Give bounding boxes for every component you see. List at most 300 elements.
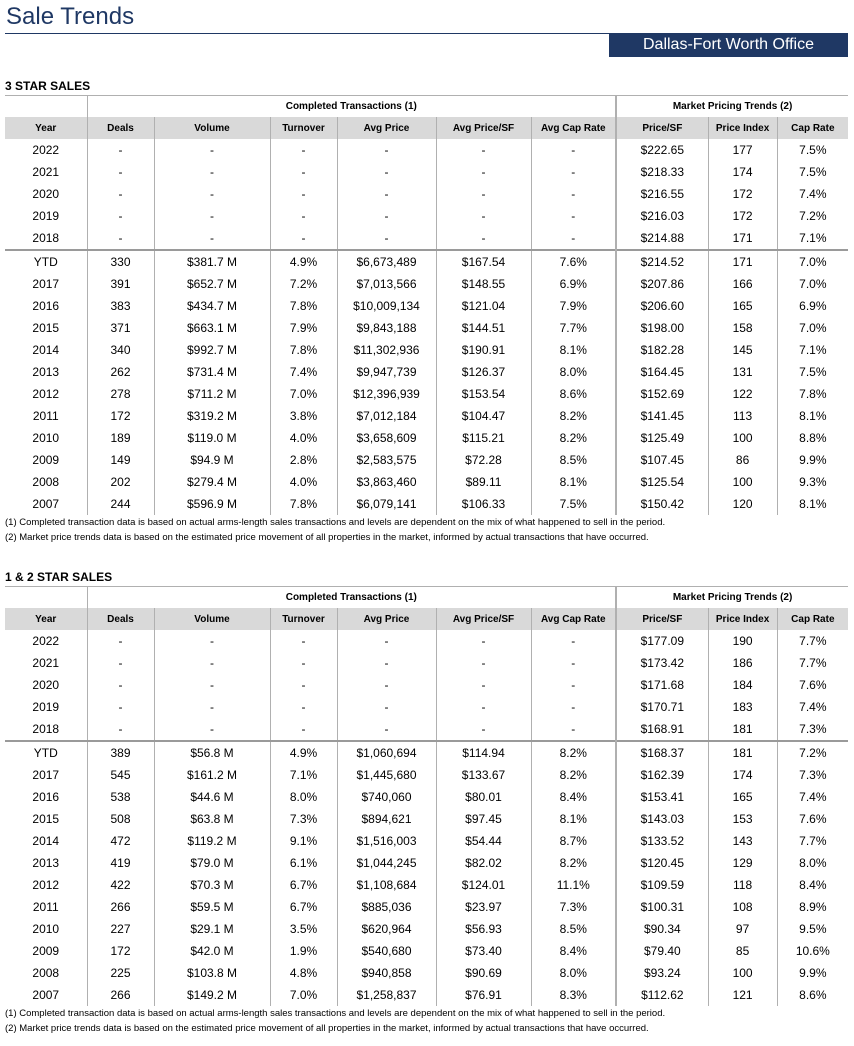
cell-avg-cap-rate: 8.1% bbox=[531, 339, 616, 361]
cell-turnover: 7.9% bbox=[270, 317, 337, 339]
table-row bbox=[5, 874, 848, 896]
table-row bbox=[5, 718, 848, 741]
table-row bbox=[5, 918, 848, 940]
cell-price-index: 171 bbox=[708, 227, 777, 250]
cell-year: 2022 bbox=[32, 634, 60, 648]
table-row bbox=[5, 427, 848, 449]
cell-price-sf: $218.33 bbox=[616, 161, 708, 183]
cell-price-sf: $198.00 bbox=[616, 317, 708, 339]
cell-deals: - bbox=[87, 205, 154, 227]
cell-price-sf: $153.41 bbox=[616, 786, 708, 808]
cell-turnover: 7.2% bbox=[270, 273, 337, 295]
cell-price-index: 165 bbox=[708, 786, 777, 808]
col-header-avg-price: Avg Price bbox=[337, 608, 436, 630]
cell-avg-price-sf: $80.01 bbox=[436, 786, 531, 808]
cell-avg-price-sf: $115.21 bbox=[436, 427, 531, 449]
cell-price-index: 174 bbox=[708, 764, 777, 786]
cell-avg-price-sf: $121.04 bbox=[436, 295, 531, 317]
cell-year: 2018 bbox=[32, 722, 60, 736]
cell-avg-cap-rate: 8.2% bbox=[531, 852, 616, 874]
cell-avg-price: $1,108,684 bbox=[337, 874, 436, 896]
table-row bbox=[5, 405, 848, 427]
col-header-price-index: Price Index bbox=[708, 117, 777, 139]
col-header-deals: Deals bbox=[87, 117, 154, 139]
cell-turnover: 4.9% bbox=[270, 250, 337, 273]
cell-avg-cap-rate: - bbox=[531, 652, 616, 674]
cell-avg-cap-rate: 7.9% bbox=[531, 295, 616, 317]
cell-price-index: 118 bbox=[708, 874, 777, 896]
cell-avg-price: $940,858 bbox=[337, 962, 436, 984]
table-row bbox=[5, 940, 848, 962]
cell-price-index: 97 bbox=[708, 918, 777, 940]
col-header-avg-cap-rate: Avg Cap Rate bbox=[531, 608, 616, 630]
cell-avg-price-sf: $56.93 bbox=[436, 918, 531, 940]
table-row bbox=[5, 139, 848, 161]
cell-turnover: 9.1% bbox=[270, 830, 337, 852]
cell-turnover: 7.8% bbox=[270, 339, 337, 361]
cell-deals: 244 bbox=[87, 493, 154, 515]
cell-price-sf: $120.45 bbox=[616, 852, 708, 874]
cell-avg-price: $6,079,141 bbox=[337, 493, 436, 515]
cell-deals: - bbox=[87, 139, 154, 161]
cell-turnover: 7.4% bbox=[270, 361, 337, 383]
cell-avg-price: $1,044,245 bbox=[337, 852, 436, 874]
cell-avg-price: - bbox=[337, 139, 436, 161]
cell-cap-rate: 7.4% bbox=[777, 183, 848, 205]
table-row bbox=[5, 273, 848, 295]
cell-avg-cap-rate: - bbox=[531, 696, 616, 718]
cell-deals: - bbox=[87, 652, 154, 674]
cell-price-sf: $150.42 bbox=[616, 493, 708, 515]
table-row bbox=[5, 652, 848, 674]
cell-avg-price-sf: $73.40 bbox=[436, 940, 531, 962]
cell-volume: $94.9 M bbox=[154, 449, 270, 471]
cell-price-index: 153 bbox=[708, 808, 777, 830]
cell-avg-price-sf: - bbox=[436, 652, 531, 674]
cell-deals: 225 bbox=[87, 962, 154, 984]
cell-avg-cap-rate: 8.6% bbox=[531, 383, 616, 405]
cell-avg-cap-rate: 8.4% bbox=[531, 940, 616, 962]
cell-volume: $56.8 M bbox=[154, 741, 270, 764]
cell-price-sf: $100.31 bbox=[616, 896, 708, 918]
cell-turnover: 2.8% bbox=[270, 449, 337, 471]
col-header-deals: Deals bbox=[87, 608, 154, 630]
cell-cap-rate: 8.1% bbox=[777, 493, 848, 515]
cell-cap-rate: 9.9% bbox=[777, 449, 848, 471]
cell-price-sf: $90.34 bbox=[616, 918, 708, 940]
cell-volume: $161.2 M bbox=[154, 764, 270, 786]
cell-avg-price-sf: $153.54 bbox=[436, 383, 531, 405]
cell-avg-price: $9,947,739 bbox=[337, 361, 436, 383]
cell-avg-price: $1,445,680 bbox=[337, 764, 436, 786]
cell-turnover: 6.7% bbox=[270, 896, 337, 918]
cell-volume: - bbox=[154, 674, 270, 696]
cell-price-index: 172 bbox=[708, 183, 777, 205]
cell-cap-rate: 7.2% bbox=[777, 741, 848, 764]
cell-volume: - bbox=[154, 183, 270, 205]
cell-deals: 545 bbox=[87, 764, 154, 786]
cell-price-index: 190 bbox=[708, 630, 777, 652]
col-header-avg-price: Avg Price bbox=[337, 117, 436, 139]
cell-price-sf: $107.45 bbox=[616, 449, 708, 471]
cell-price-sf: $125.54 bbox=[616, 471, 708, 493]
cell-volume: - bbox=[154, 718, 270, 741]
cell-price-index: 171 bbox=[708, 250, 777, 273]
cell-avg-cap-rate: 6.9% bbox=[531, 273, 616, 295]
cell-price-index: 143 bbox=[708, 830, 777, 852]
cell-price-index: 122 bbox=[708, 383, 777, 405]
cell-cap-rate: 8.9% bbox=[777, 896, 848, 918]
cell-avg-price-sf: $89.11 bbox=[436, 471, 531, 493]
cell-avg-price: $12,396,939 bbox=[337, 383, 436, 405]
cell-volume: $29.1 M bbox=[154, 918, 270, 940]
cell-avg-price-sf: $90.69 bbox=[436, 962, 531, 984]
cell-price-index: 86 bbox=[708, 449, 777, 471]
cell-turnover: 6.7% bbox=[270, 874, 337, 896]
cell-turnover: 3.5% bbox=[270, 918, 337, 940]
cell-avg-price-sf: - bbox=[436, 139, 531, 161]
cell-year: 2016 bbox=[32, 299, 60, 313]
cell-deals: 330 bbox=[87, 250, 154, 273]
cell-price-index: 184 bbox=[708, 674, 777, 696]
cell-volume: $434.7 M bbox=[154, 295, 270, 317]
cell-avg-price-sf: $133.67 bbox=[436, 764, 531, 786]
cell-avg-price-sf: $97.45 bbox=[436, 808, 531, 830]
cell-volume: $44.6 M bbox=[154, 786, 270, 808]
cell-year: 2017 bbox=[32, 768, 60, 782]
col-header-price-sf: Price/SF bbox=[616, 117, 708, 139]
cell-price-sf: $109.59 bbox=[616, 874, 708, 896]
cell-avg-price-sf: $167.54 bbox=[436, 250, 531, 273]
cell-price-index: 158 bbox=[708, 317, 777, 339]
cell-avg-price-sf: $82.02 bbox=[436, 852, 531, 874]
cell-avg-cap-rate: 8.4% bbox=[531, 786, 616, 808]
table-row bbox=[5, 493, 848, 515]
cell-price-sf: $168.91 bbox=[616, 718, 708, 741]
cell-year: 2015 bbox=[32, 812, 60, 826]
cell-price-index: 177 bbox=[708, 139, 777, 161]
cell-deals: 172 bbox=[87, 940, 154, 962]
cell-price-index: 186 bbox=[708, 652, 777, 674]
office-badge: Dallas-Fort Worth Office bbox=[609, 33, 848, 57]
cell-avg-cap-rate: 8.5% bbox=[531, 918, 616, 940]
cell-deals: - bbox=[87, 227, 154, 250]
cell-cap-rate: 7.7% bbox=[777, 652, 848, 674]
col-header-year: Year bbox=[5, 608, 87, 630]
cell-volume: $149.2 M bbox=[154, 984, 270, 1006]
cell-deals: - bbox=[87, 630, 154, 652]
cell-price-index: 113 bbox=[708, 405, 777, 427]
cell-avg-price: - bbox=[337, 718, 436, 741]
cell-turnover: 7.0% bbox=[270, 383, 337, 405]
cell-year: 2010 bbox=[32, 431, 60, 445]
cell-deals: 538 bbox=[87, 786, 154, 808]
table-row bbox=[5, 896, 848, 918]
cell-cap-rate: 7.5% bbox=[777, 361, 848, 383]
group-market-pricing-trends: Market Pricing Trends (2) bbox=[616, 587, 848, 609]
cell-year: 2011 bbox=[32, 409, 59, 423]
group-market-pricing-trends: Market Pricing Trends (2) bbox=[616, 96, 848, 118]
cell-avg-cap-rate: - bbox=[531, 718, 616, 741]
cell-avg-cap-rate: 7.5% bbox=[531, 493, 616, 515]
cell-deals: 262 bbox=[87, 361, 154, 383]
cell-avg-price: $620,964 bbox=[337, 918, 436, 940]
cell-price-index: 108 bbox=[708, 896, 777, 918]
cell-avg-price: $1,060,694 bbox=[337, 741, 436, 764]
cell-year: 2013 bbox=[32, 856, 60, 870]
cell-cap-rate: 7.0% bbox=[777, 273, 848, 295]
cell-avg-price-sf: $106.33 bbox=[436, 493, 531, 515]
cell-avg-price: - bbox=[337, 227, 436, 250]
cell-volume: $70.3 M bbox=[154, 874, 270, 896]
cell-volume: $103.8 M bbox=[154, 962, 270, 984]
cell-deals: - bbox=[87, 161, 154, 183]
cell-volume: - bbox=[154, 161, 270, 183]
cell-price-sf: $168.37 bbox=[616, 741, 708, 764]
cell-year: 2012 bbox=[32, 878, 60, 892]
footnote-completed-transactions: (1) Completed transaction data is based on actual arms-length sales transactions and levels are dependent on the mix of what happened to sell in the period. bbox=[5, 1008, 666, 1019]
cell-avg-cap-rate: - bbox=[531, 227, 616, 250]
cell-avg-price: $10,009,134 bbox=[337, 295, 436, 317]
cell-cap-rate: 7.2% bbox=[777, 205, 848, 227]
footnote-completed-transactions: (1) Completed transaction data is based on actual arms-length sales transactions and levels are dependent on the mix of what happened to sell in the period. bbox=[5, 517, 666, 528]
cell-volume: $63.8 M bbox=[154, 808, 270, 830]
cell-avg-price-sf: $76.91 bbox=[436, 984, 531, 1006]
cell-price-index: 181 bbox=[708, 718, 777, 741]
section-3-star-sales bbox=[5, 79, 848, 545]
cell-cap-rate: 7.4% bbox=[777, 786, 848, 808]
cell-avg-cap-rate: 8.1% bbox=[531, 471, 616, 493]
cell-avg-cap-rate: 8.5% bbox=[531, 449, 616, 471]
cell-cap-rate: 7.7% bbox=[777, 830, 848, 852]
cell-price-sf: $143.03 bbox=[616, 808, 708, 830]
cell-cap-rate: 7.5% bbox=[777, 139, 848, 161]
cell-price-index: 181 bbox=[708, 741, 777, 764]
cell-price-index: 129 bbox=[708, 852, 777, 874]
cell-turnover: 7.8% bbox=[270, 295, 337, 317]
cell-year: 2019 bbox=[32, 209, 60, 223]
cell-volume: - bbox=[154, 696, 270, 718]
cell-deals: - bbox=[87, 674, 154, 696]
cell-avg-price-sf: - bbox=[436, 205, 531, 227]
cell-price-index: 165 bbox=[708, 295, 777, 317]
cell-price-sf: $182.28 bbox=[616, 339, 708, 361]
cell-deals: 508 bbox=[87, 808, 154, 830]
cell-avg-price-sf: $124.01 bbox=[436, 874, 531, 896]
cell-year: 2014 bbox=[32, 343, 60, 357]
cell-avg-price: $3,863,460 bbox=[337, 471, 436, 493]
cell-cap-rate: 8.1% bbox=[777, 405, 848, 427]
cell-volume: $42.0 M bbox=[154, 940, 270, 962]
table-row bbox=[5, 361, 848, 383]
cell-year: 2010 bbox=[32, 922, 60, 936]
cell-year: 2017 bbox=[32, 277, 60, 291]
cell-price-sf: $173.42 bbox=[616, 652, 708, 674]
table-row bbox=[5, 696, 848, 718]
cell-avg-cap-rate: 7.7% bbox=[531, 317, 616, 339]
cell-price-sf: $214.52 bbox=[616, 250, 708, 273]
col-header-year: Year bbox=[5, 117, 87, 139]
cell-avg-price-sf: - bbox=[436, 183, 531, 205]
cell-year: 2020 bbox=[32, 187, 60, 201]
cell-year: 2009 bbox=[32, 944, 60, 958]
cell-turnover: 4.9% bbox=[270, 741, 337, 764]
table-row bbox=[5, 227, 848, 250]
cell-avg-price: - bbox=[337, 652, 436, 674]
cell-price-index: 85 bbox=[708, 940, 777, 962]
cell-deals: 189 bbox=[87, 427, 154, 449]
cell-avg-cap-rate: 11.1% bbox=[531, 874, 616, 896]
section-title: 3 STAR SALES bbox=[5, 79, 91, 93]
cell-cap-rate: 9.9% bbox=[777, 962, 848, 984]
cell-turnover: 6.1% bbox=[270, 852, 337, 874]
cell-price-sf: $164.45 bbox=[616, 361, 708, 383]
cell-avg-cap-rate: 8.2% bbox=[531, 741, 616, 764]
footnote-market-pricing: (2) Market price trends data is based on the estimated price movement of all properties in the market, informed by actual transactions that have occurred. bbox=[5, 1023, 649, 1034]
cell-avg-price-sf: - bbox=[436, 718, 531, 741]
cell-deals: 202 bbox=[87, 471, 154, 493]
table-row bbox=[5, 317, 848, 339]
cell-deals: 383 bbox=[87, 295, 154, 317]
cell-year: 2012 bbox=[32, 387, 60, 401]
cell-turnover: 7.8% bbox=[270, 493, 337, 515]
cell-cap-rate: 7.1% bbox=[777, 339, 848, 361]
cell-turnover: - bbox=[270, 139, 337, 161]
cell-volume: - bbox=[154, 227, 270, 250]
cell-avg-price: $11,302,936 bbox=[337, 339, 436, 361]
cell-turnover: - bbox=[270, 205, 337, 227]
table-row bbox=[5, 852, 848, 874]
table-row bbox=[5, 741, 848, 764]
cell-turnover: - bbox=[270, 183, 337, 205]
cell-price-sf: $177.09 bbox=[616, 630, 708, 652]
cell-cap-rate: 6.9% bbox=[777, 295, 848, 317]
cell-price-sf: $133.52 bbox=[616, 830, 708, 852]
cell-avg-price: - bbox=[337, 183, 436, 205]
group-spacer bbox=[5, 96, 87, 118]
cell-avg-price-sf: $126.37 bbox=[436, 361, 531, 383]
cell-year: 2008 bbox=[32, 475, 60, 489]
sales-table bbox=[5, 95, 848, 515]
cell-price-sf: $216.55 bbox=[616, 183, 708, 205]
cell-volume: - bbox=[154, 630, 270, 652]
cell-avg-price: $7,012,184 bbox=[337, 405, 436, 427]
cell-cap-rate: 7.6% bbox=[777, 674, 848, 696]
cell-price-index: 120 bbox=[708, 493, 777, 515]
cell-year: 2007 bbox=[32, 497, 60, 511]
cell-volume: $731.4 M bbox=[154, 361, 270, 383]
cell-avg-cap-rate: - bbox=[531, 205, 616, 227]
cell-price-sf: $93.24 bbox=[616, 962, 708, 984]
cell-volume: $279.4 M bbox=[154, 471, 270, 493]
cell-avg-price: - bbox=[337, 674, 436, 696]
cell-volume: $381.7 M bbox=[154, 250, 270, 273]
cell-price-index: 145 bbox=[708, 339, 777, 361]
cell-deals: 389 bbox=[87, 741, 154, 764]
table-row bbox=[5, 339, 848, 361]
table-row bbox=[5, 830, 848, 852]
cell-avg-price-sf: - bbox=[436, 674, 531, 696]
cell-avg-price-sf: - bbox=[436, 630, 531, 652]
table-row bbox=[5, 630, 848, 652]
table-row bbox=[5, 161, 848, 183]
cell-cap-rate: 8.8% bbox=[777, 427, 848, 449]
cell-avg-price: $2,583,575 bbox=[337, 449, 436, 471]
table-row bbox=[5, 962, 848, 984]
table-row bbox=[5, 984, 848, 1006]
table-row bbox=[5, 205, 848, 227]
cell-avg-price: $3,658,609 bbox=[337, 427, 436, 449]
cell-turnover: - bbox=[270, 696, 337, 718]
cell-year: 2021 bbox=[32, 165, 60, 179]
cell-deals: 278 bbox=[87, 383, 154, 405]
table-row bbox=[5, 786, 848, 808]
cell-avg-price-sf: $148.55 bbox=[436, 273, 531, 295]
cell-volume: $59.5 M bbox=[154, 896, 270, 918]
table-row bbox=[5, 183, 848, 205]
cell-cap-rate: 8.6% bbox=[777, 984, 848, 1006]
cell-cap-rate: 7.7% bbox=[777, 630, 848, 652]
cell-cap-rate: 7.6% bbox=[777, 808, 848, 830]
col-header-avg-price-sf: Avg Price/SF bbox=[436, 117, 531, 139]
cell-avg-price-sf: $72.28 bbox=[436, 449, 531, 471]
cell-turnover: - bbox=[270, 227, 337, 250]
cell-deals: 340 bbox=[87, 339, 154, 361]
cell-deals: 391 bbox=[87, 273, 154, 295]
cell-cap-rate: 8.4% bbox=[777, 874, 848, 896]
table-row bbox=[5, 295, 848, 317]
group-completed-transactions: Completed Transactions (1) bbox=[87, 587, 616, 609]
table-row bbox=[5, 674, 848, 696]
cell-avg-price: $1,258,837 bbox=[337, 984, 436, 1006]
cell-deals: 422 bbox=[87, 874, 154, 896]
cell-avg-cap-rate: 8.7% bbox=[531, 830, 616, 852]
table-row bbox=[5, 250, 848, 273]
cell-year: 2008 bbox=[32, 966, 60, 980]
col-header-volume: Volume bbox=[154, 608, 270, 630]
table-row bbox=[5, 471, 848, 493]
cell-avg-cap-rate: 8.2% bbox=[531, 405, 616, 427]
cell-avg-cap-rate: 8.1% bbox=[531, 808, 616, 830]
cell-avg-price: $740,060 bbox=[337, 786, 436, 808]
cell-avg-price: - bbox=[337, 161, 436, 183]
col-header-price-sf: Price/SF bbox=[616, 608, 708, 630]
cell-price-sf: $207.86 bbox=[616, 273, 708, 295]
col-header-price-index: Price Index bbox=[708, 608, 777, 630]
cell-cap-rate: 7.5% bbox=[777, 161, 848, 183]
cell-avg-price-sf: $23.97 bbox=[436, 896, 531, 918]
cell-year: 2007 bbox=[32, 988, 60, 1002]
cell-cap-rate: 7.0% bbox=[777, 317, 848, 339]
group-spacer bbox=[5, 587, 87, 609]
cell-cap-rate: 10.6% bbox=[777, 940, 848, 962]
cell-price-sf: $79.40 bbox=[616, 940, 708, 962]
table-row bbox=[5, 449, 848, 471]
cell-price-sf: $152.69 bbox=[616, 383, 708, 405]
cell-year: YTD bbox=[5, 250, 87, 273]
col-header-volume: Volume bbox=[154, 117, 270, 139]
cell-deals: 371 bbox=[87, 317, 154, 339]
group-completed-transactions: Completed Transactions (1) bbox=[87, 96, 616, 118]
cell-turnover: - bbox=[270, 630, 337, 652]
cell-avg-price-sf: - bbox=[436, 696, 531, 718]
cell-volume: $319.2 M bbox=[154, 405, 270, 427]
cell-cap-rate: 7.1% bbox=[777, 227, 848, 250]
cell-cap-rate: 7.3% bbox=[777, 718, 848, 741]
cell-year: 2014 bbox=[32, 834, 60, 848]
cell-avg-cap-rate: - bbox=[531, 139, 616, 161]
cell-volume: $652.7 M bbox=[154, 273, 270, 295]
